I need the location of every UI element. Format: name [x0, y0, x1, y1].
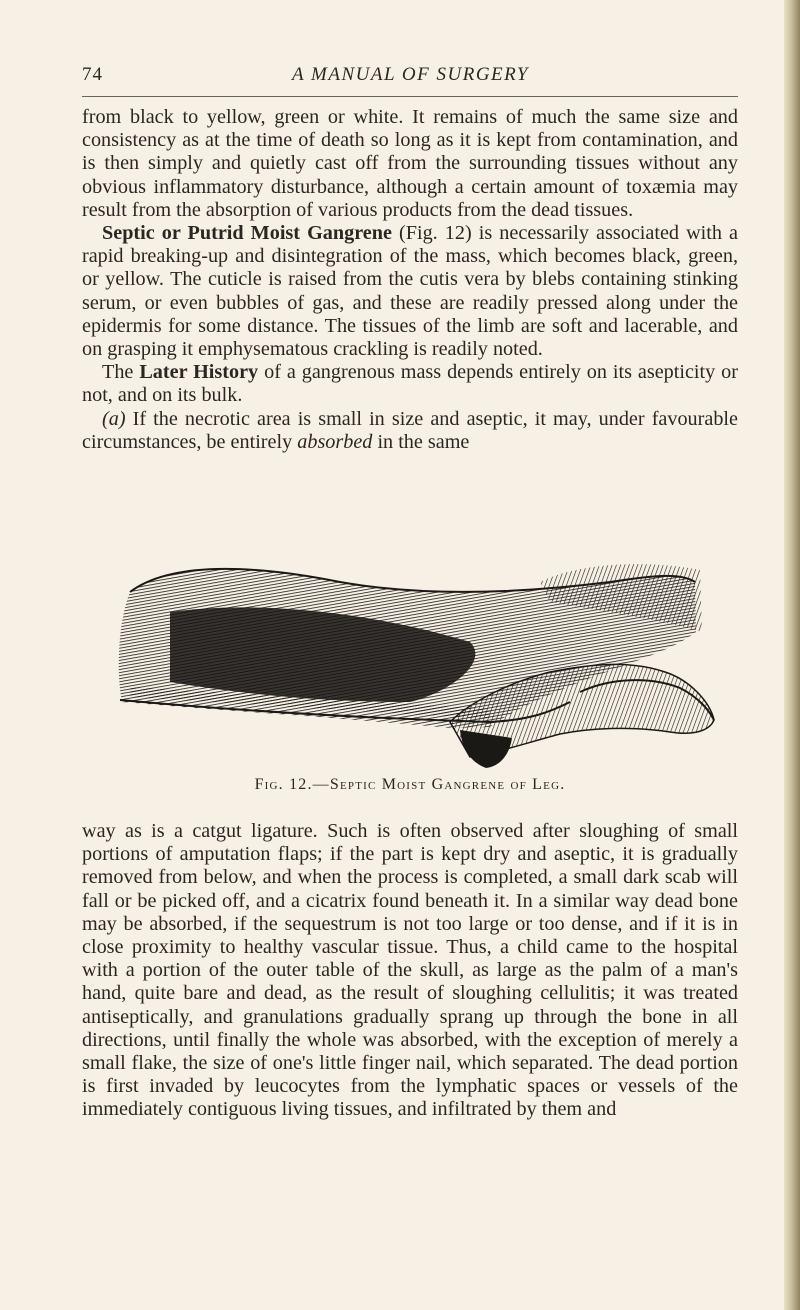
emphasis-absorbed: absorbed — [297, 430, 373, 453]
paragraph-1: from black to yellow, green or white. It remains of much the same size and consistency as at the time of death so long as it is kept from contamination, and is then simply and quietly cast off from the surrounding tissues without any obvious inflammatory disturbance, although a certain amount of toxæmia may result from the absorption of various products from the dead tissues. — [82, 106, 738, 221]
page-edge — [784, 0, 800, 1310]
running-head — [82, 64, 738, 90]
paragraph-5: way as is a catgut ligature. Such is often observed after sloughing of small portions of amputation flaps; if the part is kept dry and aseptic, it is gradually removed from below, and when the process is completed, a small dark scab will fall or be picked off, and a cicatrix found beneath it. In a similar way dead bone may be absorbed, if the sequestrum is not too large or too dense, and if it is in close proximity to healthy vascular tissue. Thus, a child came to the hospital with a portion of the outer table of the skull, as large as the palm of a man's hand, quite bare and dead, as the result of sloughing cellulitis; it was treated antiseptically, and granulations gradually sprang up through the bone in all directions, until finally the whole was absorbed, with the exception of merely a small flake, the size of one's little finger nail, which separated. The dead portion is first invaded by leucocytes from the lymphatic spaces or vessels of the immediately contiguous living tissues, and infiltrated by them and — [82, 820, 738, 1121]
paragraph-3 — [82, 361, 738, 407]
paragraph-4 — [82, 408, 738, 454]
gangrene-leg-illustration — [110, 552, 730, 770]
paragraph-4-end: in the same — [372, 430, 470, 453]
heading-septic-gangrene: Septic or Putrid Moist Gangrene — [102, 222, 392, 245]
paragraph-2 — [82, 222, 738, 361]
text-block-top — [82, 106, 738, 454]
header-rule — [82, 96, 738, 97]
figure-caption: Fig. 12.—Septic Moist Gangrene of Leg. — [254, 776, 566, 793]
paragraph-2-body: (Fig. 12) is necessarily associated with a rapid breaking-up and disintegration of the mass, which becomes black, green, or yellow. The cuticle is raised from the cutis vera by blebs containing stinking serum, or even bubbles of gas, and these are readily pressed along under the epidermis for some distance. The tissues of the limb are soft and lacerable, and on grasping it emphysematous crackling is readily noted. — [82, 222, 738, 361]
heading-later-history: Later History — [139, 361, 259, 384]
paragraph-4-label: (a) — [102, 407, 126, 430]
paragraph-3-body: of a gangrenous mass depends entirely on its asepticity or not, and on its bulk. — [82, 361, 739, 407]
paragraph-3-prefix: The — [102, 361, 140, 384]
text-block-bottom — [82, 820, 738, 1122]
book-title: A MANUAL OF SURGERY — [292, 64, 529, 85]
page-number: 74 — [82, 64, 103, 85]
paragraph-4-body: If the necrotic area is small in size and aseptic, it may, under favourable circumstances, be entirely — [82, 407, 738, 453]
